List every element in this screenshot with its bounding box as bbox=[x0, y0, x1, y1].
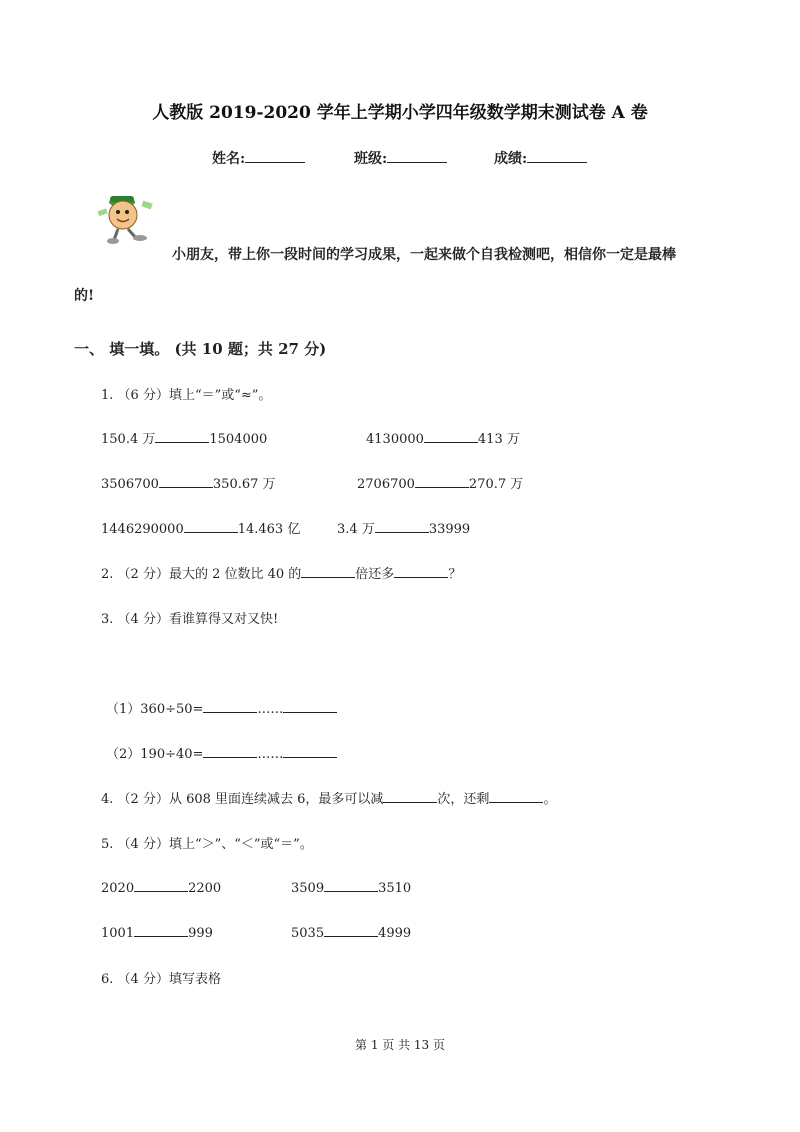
intro-line-1: 小朋友，带上你一段时间的学习成果，一起来做个自我检测吧，相信你一定是最棒 bbox=[172, 247, 676, 263]
answer-blank[interactable] bbox=[324, 924, 378, 937]
answer-blank[interactable] bbox=[184, 520, 238, 533]
q1-item-3-right: 350.67 万 bbox=[212, 477, 276, 492]
answer-blank[interactable] bbox=[324, 879, 378, 892]
q5-item-1-right: 2200 bbox=[188, 881, 222, 896]
q1-item-5 bbox=[101, 518, 300, 537]
q2-text-b: 倍还多 bbox=[355, 567, 395, 582]
question-3-head: 3. （4 分）看谁算得又对又快! bbox=[101, 612, 279, 627]
score-label: 成绩: bbox=[494, 151, 528, 167]
q3-sub-2 bbox=[106, 743, 337, 762]
name-blank[interactable] bbox=[245, 148, 305, 163]
q5-item-2-left: 3509 bbox=[291, 881, 325, 896]
q1-item-5-right: 14.463 亿 bbox=[237, 522, 301, 537]
answer-blank[interactable] bbox=[415, 475, 469, 488]
q4-text-c: 。 bbox=[543, 792, 557, 807]
question-6-head: 6. （4 分）填写表格 bbox=[101, 972, 221, 987]
q5-item-4-left: 5035 bbox=[291, 926, 325, 941]
q5-item-4-right: 4999 bbox=[378, 926, 412, 941]
q1-item-6-right: 33999 bbox=[428, 522, 471, 537]
answer-blank[interactable] bbox=[383, 790, 437, 803]
answer-blank[interactable] bbox=[424, 430, 478, 443]
answer-blank[interactable] bbox=[301, 565, 355, 578]
q5-item-3-left: 1001 bbox=[101, 926, 135, 941]
q1-item-1 bbox=[101, 428, 267, 447]
question-5-head: 5. （4 分）填上“＞”、“＜”或“＝”。 bbox=[101, 837, 313, 852]
name-field bbox=[212, 148, 305, 168]
remainder-blank[interactable] bbox=[283, 745, 337, 758]
q1-item-5-left: 1446290000 bbox=[101, 522, 184, 537]
q3-sub-2-expr: （2）190÷40= bbox=[106, 747, 204, 762]
question-2 bbox=[101, 563, 461, 582]
answer-blank[interactable] bbox=[375, 520, 429, 533]
q1-item-2-left: 4130000 bbox=[366, 432, 424, 447]
q5-item-3-right: 999 bbox=[188, 926, 213, 941]
q5-item-3 bbox=[101, 924, 213, 941]
answer-blank[interactable] bbox=[489, 790, 543, 803]
question-1-head: 1. （6 分）填上“＝”或“≈”。 bbox=[101, 388, 272, 403]
class-field bbox=[354, 148, 447, 168]
intro-line-2: 的! bbox=[74, 288, 95, 304]
page-footer: 第 1 页 共 13 页 bbox=[355, 1038, 445, 1052]
q1-item-4-left: 2706700 bbox=[357, 477, 415, 492]
quotient-blank[interactable] bbox=[203, 700, 257, 713]
q5-item-4 bbox=[291, 924, 411, 941]
question-4 bbox=[101, 788, 556, 807]
q4-text-b: 次，还剩 bbox=[437, 792, 490, 807]
remainder-dots: …… bbox=[257, 747, 284, 762]
answer-blank[interactable] bbox=[155, 430, 209, 443]
section-1-title: 一、 填一填。 (共 10 题；共 27 分) bbox=[74, 340, 327, 358]
q2-text-c: ？ bbox=[448, 567, 462, 582]
page-title: 人教版 2019-2020 学年上学期小学四年级数学期末测试卷 A 卷 bbox=[152, 103, 648, 123]
q1-item-6-left: 3.4 万 bbox=[337, 522, 375, 537]
q5-item-1-left: 2020 bbox=[101, 881, 135, 896]
q4-text-a: 4. （2 分）从 608 里面连续减去 6，最多可以减 bbox=[101, 792, 384, 807]
q1-item-2-right: 413 万 bbox=[477, 432, 520, 447]
q5-item-2-right: 3510 bbox=[378, 881, 412, 896]
score-blank[interactable] bbox=[527, 148, 587, 163]
answer-blank[interactable] bbox=[134, 879, 188, 892]
answer-blank[interactable] bbox=[134, 924, 188, 937]
answer-blank[interactable] bbox=[394, 565, 448, 578]
q1-item-1-left: 150.4 万 bbox=[101, 432, 156, 447]
q5-item-1 bbox=[101, 879, 221, 896]
mascot-illustration bbox=[96, 188, 158, 246]
q1-item-4 bbox=[357, 473, 523, 492]
score-field bbox=[494, 148, 587, 168]
class-label: 班级: bbox=[354, 151, 388, 167]
quotient-blank[interactable] bbox=[203, 745, 257, 758]
remainder-dots: …… bbox=[257, 702, 284, 717]
q1-item-6 bbox=[337, 518, 470, 537]
answer-blank[interactable] bbox=[159, 475, 213, 488]
q1-item-3 bbox=[101, 473, 276, 492]
q1-item-3-left: 3506700 bbox=[101, 477, 159, 492]
q3-sub-1-expr: （1）360÷50= bbox=[106, 702, 204, 717]
remainder-blank[interactable] bbox=[283, 700, 337, 713]
class-blank[interactable] bbox=[387, 148, 447, 163]
q1-item-4-right: 270.7 万 bbox=[468, 477, 524, 492]
q1-item-2 bbox=[366, 428, 520, 447]
name-label: 姓名: bbox=[212, 151, 246, 167]
q2-text-a: 2. （2 分）最大的 2 位数比 40 的 bbox=[101, 567, 302, 582]
q5-item-2 bbox=[291, 879, 411, 896]
q3-sub-1 bbox=[106, 698, 337, 717]
q1-item-1-right: 1504000 bbox=[209, 432, 268, 447]
